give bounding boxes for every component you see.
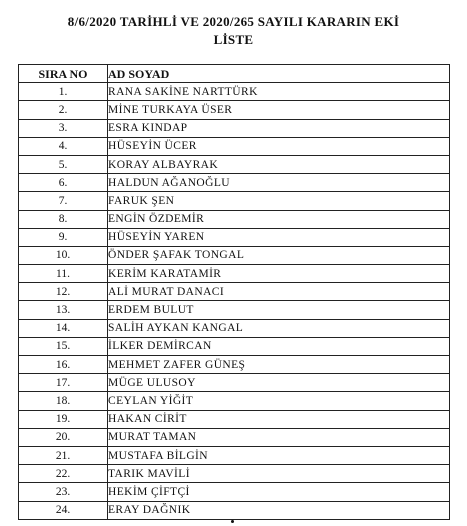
names-table [18, 64, 450, 520]
table-row [19, 119, 450, 137]
row-full-name: MURAT TAMAN [108, 428, 450, 446]
column-header-sira-no: SIRA NO [19, 65, 108, 83]
row-number: 18. [19, 392, 108, 410]
row-full-name: MUSTAFA BİLGİN [108, 446, 450, 464]
table-row [19, 155, 450, 173]
row-full-name: ESRA KINDAP [108, 119, 450, 137]
row-number: 21. [19, 446, 108, 464]
row-full-name: FARUK ŞEN [108, 192, 450, 210]
row-number: 23. [19, 483, 108, 501]
row-full-name: MÜGE ULUSOY [108, 374, 450, 392]
column-header-ad-soyad: AD SOYAD [108, 65, 450, 83]
row-number: 12. [19, 283, 108, 301]
table-row [19, 392, 450, 410]
row-number: 2. [19, 101, 108, 119]
table-row [19, 410, 450, 428]
row-number: 19. [19, 410, 108, 428]
row-number: 13. [19, 301, 108, 319]
table-row [19, 283, 450, 301]
title-line-1: 8/6/2020 TARİHLİ VE 2020/265 SAYILI KARARIN EKİ [67, 14, 400, 29]
table-row [19, 319, 450, 337]
table-body [19, 83, 450, 520]
row-number: 14. [19, 319, 108, 337]
row-full-name: KERİM KARATAMİR [108, 265, 450, 283]
row-full-name: KORAY ALBAYRAK [108, 155, 450, 173]
row-number: 4. [19, 137, 108, 155]
table-row [19, 501, 450, 519]
row-full-name: HEKİM ÇİFTÇİ [108, 483, 450, 501]
row-number: 16. [19, 356, 108, 374]
table-row [19, 174, 450, 192]
row-full-name: İLKER DEMİRCAN [108, 337, 450, 355]
table-row [19, 83, 450, 101]
row-full-name: HAKAN CİRİT [108, 410, 450, 428]
row-full-name: ÖNDER ŞAFAK TONGAL [108, 246, 450, 264]
row-number: 3. [19, 119, 108, 137]
row-full-name: ALİ MURAT DANACI [108, 283, 450, 301]
table-row [19, 137, 450, 155]
row-number: 20. [19, 428, 108, 446]
row-full-name: ERAY DAĞNIK [108, 501, 450, 519]
row-number: 11. [19, 265, 108, 283]
table-header [19, 65, 450, 83]
table-row [19, 483, 450, 501]
row-full-name: HÜSEYİN ÜCER [108, 137, 450, 155]
row-number: 6. [19, 174, 108, 192]
row-full-name: MEHMET ZAFER GÜNEŞ [108, 356, 450, 374]
row-number: 5. [19, 155, 108, 173]
table-row [19, 446, 450, 464]
table-row [19, 374, 450, 392]
row-number: 8. [19, 210, 108, 228]
table-row [19, 265, 450, 283]
document-title [0, 13, 467, 49]
table-row [19, 337, 450, 355]
row-full-name: SALİH AYKAN KANGAL [108, 319, 450, 337]
table-row [19, 246, 450, 264]
row-number: 15. [19, 337, 108, 355]
title-line-2: LİSTE [213, 32, 254, 47]
table-row [19, 192, 450, 210]
table-row [19, 428, 450, 446]
row-number: 9. [19, 228, 108, 246]
row-number: 17. [19, 374, 108, 392]
table-header-row [19, 65, 450, 83]
table-row [19, 465, 450, 483]
row-number: 1. [19, 83, 108, 101]
row-number: 24. [19, 501, 108, 519]
table-row [19, 301, 450, 319]
row-number: 7. [19, 192, 108, 210]
row-number: 22. [19, 465, 108, 483]
row-full-name: ERDEM BULUT [108, 301, 450, 319]
row-full-name: HÜSEYİN YAREN [108, 228, 450, 246]
row-full-name: MİNE TURKAYA ÜSER [108, 101, 450, 119]
table-row [19, 210, 450, 228]
row-full-name: RANA SAKİNE NARTTÜRK [108, 83, 450, 101]
table-row [19, 101, 450, 119]
table-row [19, 228, 450, 246]
row-full-name: HALDUN AĞANOĞLU [108, 174, 450, 192]
row-full-name: ENGİN ÖZDEMİR [108, 210, 450, 228]
row-full-name: CEYLAN YİĞİT [108, 392, 450, 410]
page-mark [231, 520, 234, 523]
row-number: 10. [19, 246, 108, 264]
row-full-name: TARIK MAVİLİ [108, 465, 450, 483]
table-row [19, 356, 450, 374]
